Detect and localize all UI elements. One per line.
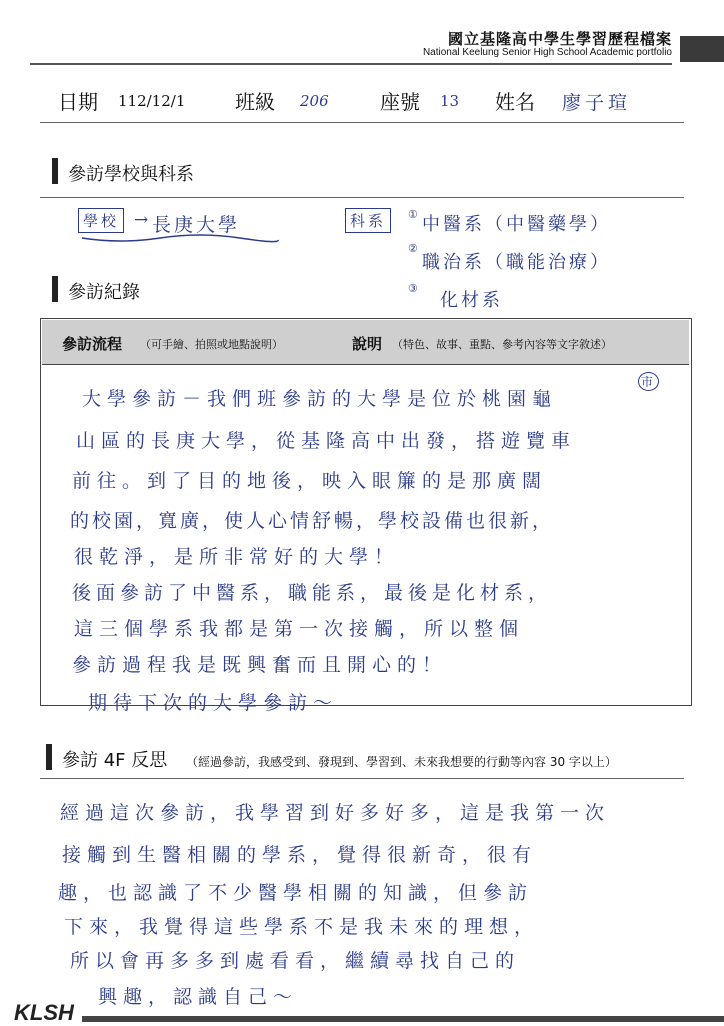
record-col2-note: （特色、故事、重點、參考內容等文字敘述） [392, 338, 612, 351]
section-marker [46, 744, 52, 770]
record-line: 山區的長庚大學，從基隆高中出發，搭遊覽車 [76, 430, 577, 452]
underline-scribble [80, 232, 280, 246]
section-rule [40, 778, 684, 779]
reflection-line: 興趣，認識自己～ [98, 986, 299, 1008]
section-rule [40, 197, 684, 198]
name-label: 姓名 [495, 90, 535, 114]
dept-1: 中醫系（中醫藥學） [422, 214, 611, 235]
reflection-line: 接觸到生醫相關的學系，覺得很新奇，很有 [62, 844, 538, 866]
record-col1-title: 參訪流程 [62, 335, 123, 353]
section-visit-school-title: 參訪學校與科系 [68, 164, 194, 185]
reflection-line: 所以會再多多到處看看，繼續尋找自己的 [70, 950, 521, 972]
dept-2: 職治系（職能治療） [422, 252, 611, 273]
insert-mark: 市 [638, 372, 659, 391]
reflection-line: 趣，也認識了不少醫學相關的知識，但參訪 [58, 882, 534, 904]
school-tag: 學校 [78, 208, 124, 233]
portfolio-subtitle: National Keelung Senior High School Academic portfolio [422, 47, 672, 58]
record-line: 後面參訪了中醫系，職能系，最後是化材系， [72, 582, 553, 604]
date-label: 日期 [58, 90, 98, 114]
class-value: 206 [300, 92, 329, 110]
section-reflection-title: 參訪 4F 反思 [62, 750, 168, 771]
section-marker [52, 276, 58, 302]
portfolio-title: 國立基隆高中學生學習歷程檔案 [447, 30, 672, 48]
class-label: 班級 [235, 90, 275, 114]
marker-2: ② [408, 242, 421, 255]
footer-bar [82, 1016, 724, 1022]
record-line: 這三個學系我都是第一次接觸，所以整個 [74, 618, 525, 640]
record-line: 前往。到了目的地後，映入眼簾的是那廣闊 [72, 470, 548, 492]
marker-3: ③ [408, 282, 421, 295]
section-marker [52, 158, 58, 184]
dept-3: 化材系 [440, 290, 503, 311]
record-line: 很乾淨，是所非常好的大學！ [74, 546, 400, 568]
school-value: 長庚大學 [152, 214, 241, 236]
reflection-line: 下來，我覺得這些學系不是我未來的理想， [64, 916, 540, 938]
info-rule [40, 122, 684, 123]
reflection-line: 經過這次參訪，我學習到好多好多，這是我第一次 [60, 802, 611, 824]
arrow-glyph: → [134, 210, 152, 230]
header-rule [30, 63, 672, 65]
seat-value: 13 [440, 92, 460, 110]
section-record-title: 參訪紀錄 [68, 282, 140, 303]
date-value: 112/12/1 [118, 92, 186, 110]
header-block [680, 36, 724, 62]
record-col1-note: （可手繪、拍照或地點說明） [140, 338, 283, 351]
marker-1: ① [408, 208, 421, 221]
record-line: 參訪過程我是既興奮而且開心的！ [72, 654, 448, 676]
record-line: 大學參訪－我們班參訪的大學是位於桃園龜 [82, 388, 558, 410]
record-line: 的校園，寬廣，使人心情舒暢，學校設備也很新， [70, 510, 555, 532]
seat-label: 座號 [380, 90, 420, 114]
dept-tag: 科系 [345, 208, 391, 233]
school-logo: KLSH [14, 1000, 74, 1025]
record-col2-title: 說明 [352, 335, 383, 353]
record-line: 期待下次的大學參訪～ [88, 692, 339, 714]
name-value: 廖子瑄 [562, 92, 632, 114]
section-reflection-note: （經過參訪，我感受到、發現到、學習到、未來我想要的行動等內容 30 字以上） [186, 755, 617, 769]
